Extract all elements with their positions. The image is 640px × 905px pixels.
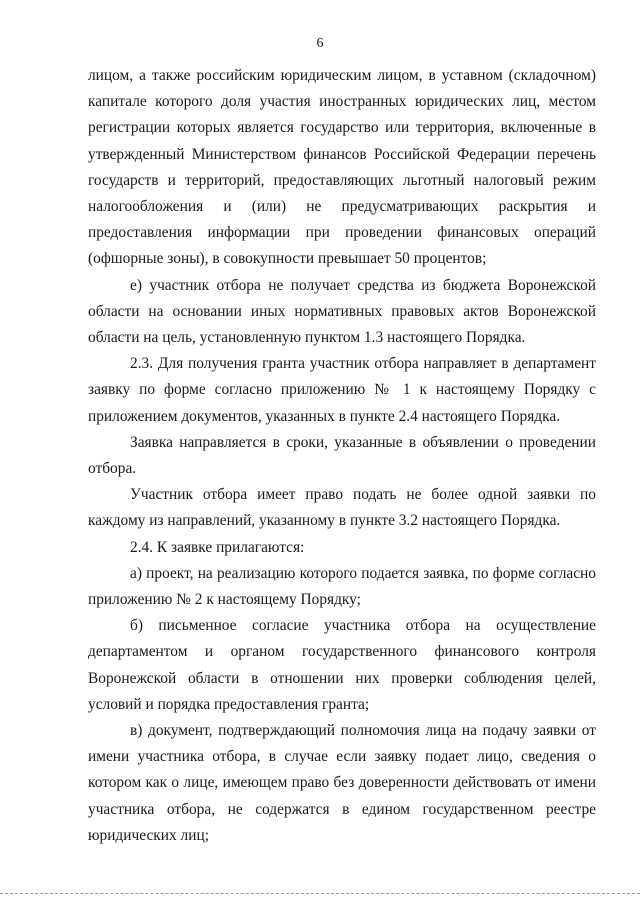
page-number: 6 — [316, 36, 324, 51]
footer-divider — [0, 893, 640, 894]
paragraph-item-e: е) участник отбора не получает средства из бюджета Воронежской области на основании иных нормативных правовых актов Воронежской области на цель, установленную пунктом 1.3 настоящего Порядка. — [88, 276, 596, 347]
paragraph-2-4-heading: 2.4. К заявке прилагаются: — [130, 538, 305, 556]
paragraph-item-a: а) проект, на реализацию которого подается заявка, по форме согласно приложению № 2 к настоящему Порядку; — [88, 564, 596, 609]
paragraph-application-deadline: Заявка направляется в сроки, указанные в объявлении о проведении отбора. — [88, 433, 596, 478]
paragraph-item-b: б) письменное согласие участника отбора на осуществление департаментом и органом государственного финансового контроля Воронежской области в отношении них проверки соблюдения целей, условий и порядка предоставления гранта; — [88, 617, 596, 713]
paragraph-offshore-continuation: лицом, а также российским юридическим лицом, в уставном (складочном) капитале которого доля участия иностранных юридических лиц, местом регистрации которых является государство или территория, включенные в утвержденный Министерством финансов Российской Федерации перечень государств и территорий, предоставляющих льготный налоговый режим налогообложения и (или) не предусматривающих раскрытия и предоставления информации при проведении финансовых операций (офшорные зоны), в совокупности превышает 50 процентов; — [88, 67, 596, 268]
paragraph-item-v: в) документ, подтверждающий полномочия лица на подачу заявки от имени участника отбора, в случае если заявку подает лицо, сведения о котором как о лице, имеющем право без доверенности действовать от имени участника отбора, не содержатся в едином государственном реестре юридических лиц; — [88, 722, 596, 844]
document-body — [88, 63, 596, 849]
paragraph-one-application-limit: Участник отбора имеет право подать не более одной заявки по каждому из направлений, указанному в пункте 3.2 настоящего Порядка. — [88, 486, 596, 530]
paragraph-2-3: 2.3. Для получения гранта участник отбора направляет в департамент заявку по форме согласно приложению № 1 к настоящему Порядку с приложением документов, указанных в пункте 2.4 настоящего Порядка. — [88, 355, 596, 425]
